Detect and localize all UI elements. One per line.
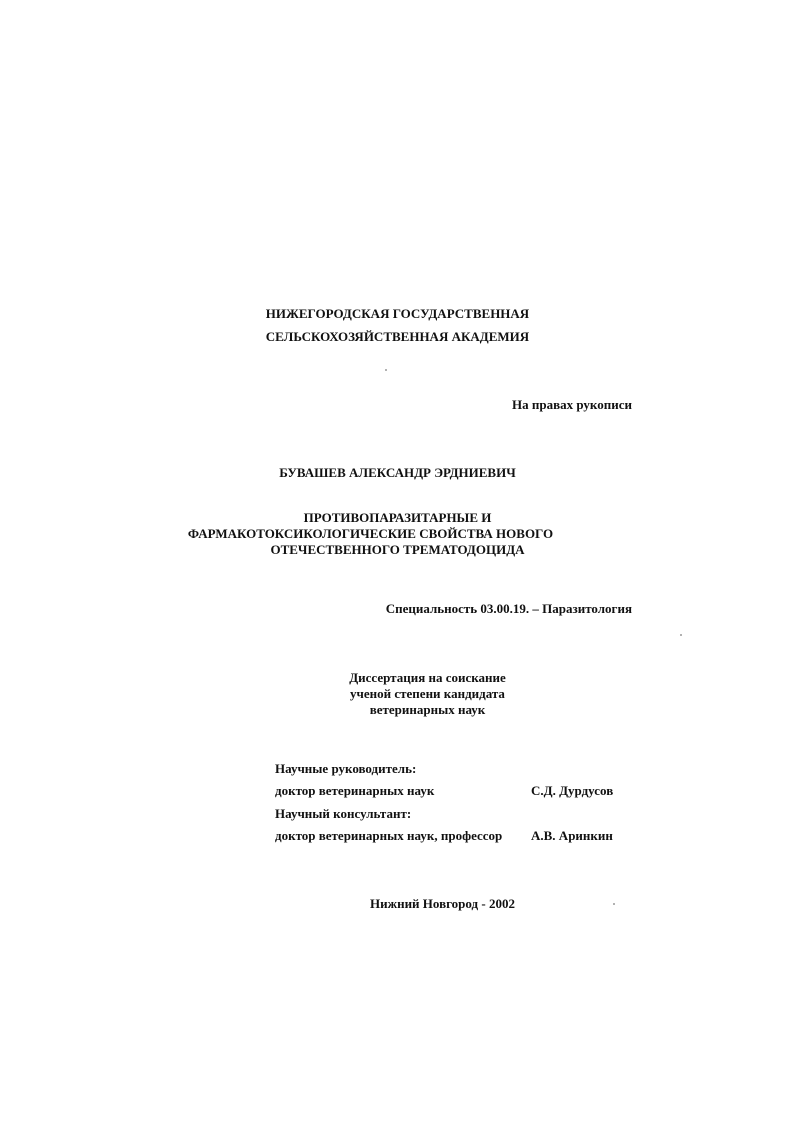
scan-speck	[680, 634, 682, 636]
institution-line-2: СЕЛЬСКОХОЗЯЙСТВЕННАЯ АКАДЕМИЯ	[265, 329, 530, 344]
institution-line-1: НИЖЕГОРОДСКАЯ ГОСУДАРСТВЕННАЯ	[265, 306, 530, 321]
supervisor-heading: Научные руководитель:	[275, 761, 417, 776]
scan-speck	[385, 369, 387, 371]
thesis-title-line-1: ПРОТИВОПАРАЗИТАРНЫЕ И	[303, 510, 492, 525]
dissertation-line-2: ученой степени кандидата	[350, 686, 505, 701]
scan-speck	[613, 903, 615, 905]
supervisor-name: С.Д. Дурдусов	[531, 783, 614, 798]
supervisor-degree: доктор ветеринарных наук	[275, 783, 435, 798]
place-and-year: Нижний Новгород - 2002	[370, 896, 515, 911]
dissertation-line-1: Диссертация на соискание	[349, 670, 506, 685]
thesis-title-line-3: ОТЕЧЕСТВЕННОГО ТРЕМАТОДОЦИДА	[270, 542, 525, 557]
dissertation-line-3: ветеринарных наук	[369, 702, 486, 717]
consultant-name: А.В. Аринкин	[531, 828, 613, 843]
specialty: Специальность 03.00.19. – Паразитология	[385, 601, 632, 616]
manuscript-note: На правах рукописи	[512, 397, 632, 412]
author-name: БУВАШЕВ АЛЕКСАНДР ЭРДНИЕВИЧ	[279, 465, 516, 480]
consultant-degree: доктор ветеринарных наук, профессор	[275, 828, 503, 843]
thesis-title-line-2: ФАРМАКОТОКСИКОЛОГИЧЕСКИЕ СВОЙСТВА НОВОГО	[187, 526, 554, 541]
consultant-heading: Научный консультант:	[275, 806, 412, 821]
